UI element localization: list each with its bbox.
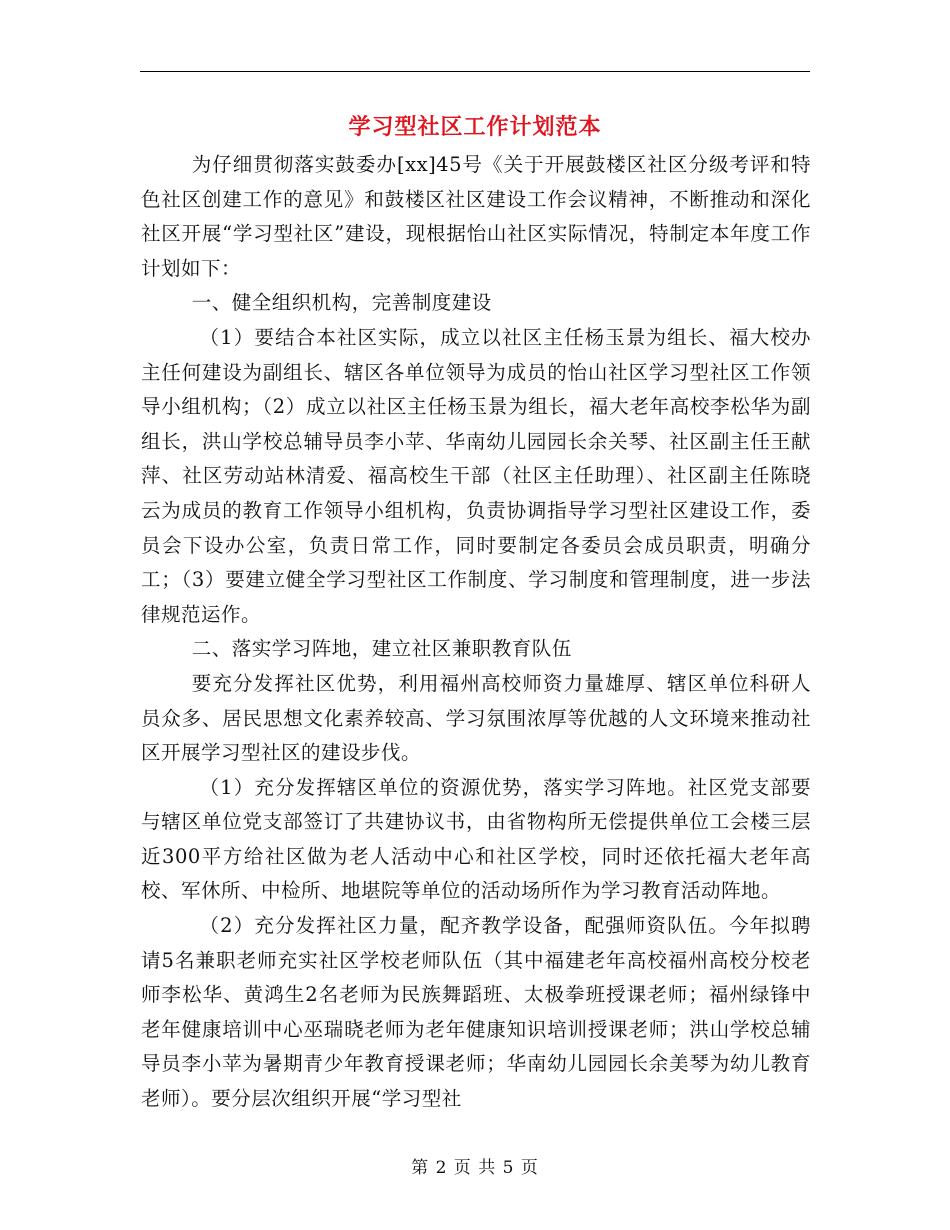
document-title: 学习型社区工作计划范本	[348, 115, 602, 140]
header-rule	[140, 71, 810, 72]
page-number-footer: 第 2 页 共 5 页	[411, 1158, 539, 1178]
document-body	[141, 148, 811, 1117]
section-heading-2: 二、落实学习阵地，建立社区兼职教育队伍	[191, 637, 572, 661]
section-2-intro-paragraph: 要充分发挥社区优势，利用福州高校师资力量雄厚、辖区单位科研人员众多、居民思想文化素养较高、学习氛围浓厚等优越的人文环境来推动社区开展学习型社区的建设步伐。	[141, 671, 811, 765]
section-2-item-1-paragraph: （1）充分发挥辖区单位的资源优势，落实学习阵地。社区党支部要与辖区单位党支部签订了共建协议书，由省物构所无偿提供单位工会楼三层近300平方给社区做为老人活动中心和社区学校，同时还依托福大老年高校、军休所、中检所、地堪院等单位的活动场所作为学习教育活动阵地。	[141, 775, 811, 903]
section-1-paragraph: （1）要结合本社区实际，成立以社区主任杨玉景为组长、福大校办主任何建设为副组长、辖区各单位领导为成员的怡山社区学习型社区工作领导小组机构；（2）成立以社区主任杨玉景为组长，福大老年高校李松华为副组长，洪山学校总辅导员李小苹、华南幼儿园园长余关琴、社区副主任王献萍、社区劳动站林清爱、福高校生干部（社区主任助理）、社区副主任陈晓云为成员的教育工作领导小组机构，负责协调指导学习型社区建设工作，委员会下设办公室，负责日常工作，同时要制定各委员会成员职责，明确分工；（3）要建立健全学习型社区工作制度、学习制度和管理制度，进一步法律规范运作。	[141, 325, 811, 626]
section-2-item-2-paragraph: （2）充分发挥社区力量，配齐教学设备，配强师资队伍。今年拟聘请5名兼职老师充实社区学校老师队伍（其中福建老年高校福州高校分校老师李松华、黄鸿生2名老师为民族舞蹈班、太极拳班授课老师；福州绿锋中老年健康培训中心巫瑞晓老师为老年健康知识培训授课老师；洪山学校总辅导员李小苹为暑期青少年教育授课老师；华南幼儿园园长余美琴为幼儿教育老师）。要分层次组织开展“学习型社	[141, 914, 811, 1111]
intro-paragraph: 为仔细贯彻落实鼓委办[xx]45号《关于开展鼓楼区社区分级考评和特色社区创建工作的意见》和鼓楼区社区建设工作会议精神，不断推动和深化社区开展“学习型社区”建设，现根据怡山社区实际情况，特制定本年度工作计划如下：	[141, 153, 811, 280]
section-heading-1: 一、健全组织机构，完善制度建设	[191, 291, 492, 315]
